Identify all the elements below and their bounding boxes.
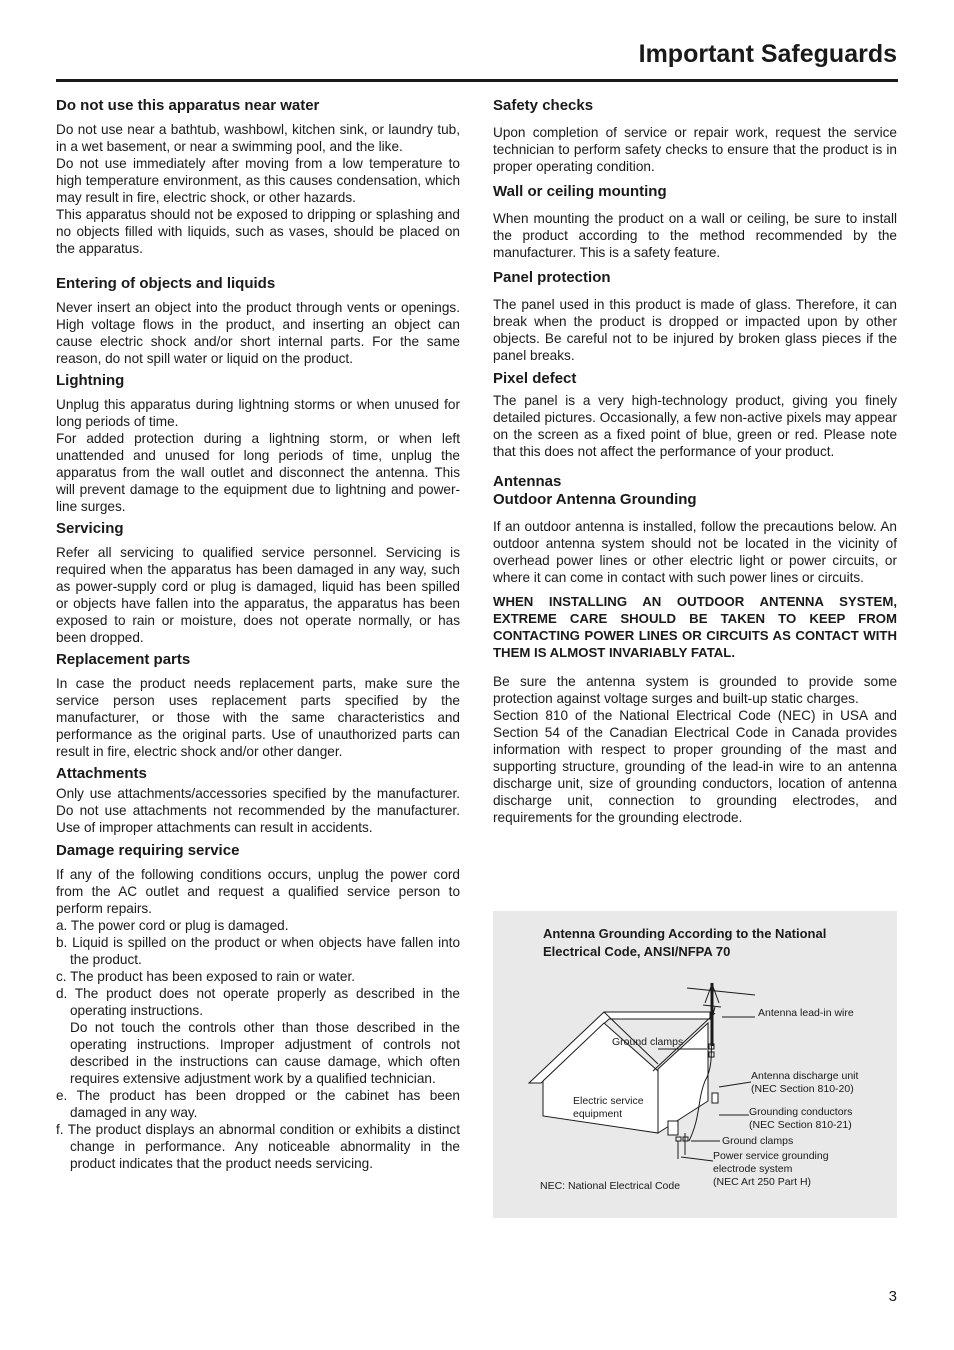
- section-heading: Replacement parts: [56, 651, 191, 668]
- section-heading: Entering of objects and liquids: [56, 275, 276, 292]
- antenna-grounding-figure: [493, 911, 897, 1218]
- section-paragraph: Unplug this apparatus during lightning storms or when unused for long periods of time.: [56, 397, 460, 429]
- section-panel-protection: [493, 269, 897, 364]
- section-paragraph: The panel used in this product is made of glass. Therefore, it can break when the product is dropped or impacted upon by other objects. Be careful not to be injured by broken glass pieces if the panel breaks.: [493, 297, 897, 363]
- section-paragraph: The panel is a very high-technology product, giving you finely detailed pictures. Occasionally, a few non-active pixels may appear on the screen as a fixed point of blue, green or red. Please note that this does not affect the performance of your product.: [493, 393, 897, 459]
- list-item: c. The product has been exposed to rain or water.: [56, 969, 355, 984]
- label-line: (NEC Section 810-21): [749, 1119, 852, 1131]
- ground-clamp: [676, 1137, 681, 1141]
- title-rule: [56, 79, 898, 82]
- label-line: Electric service: [573, 1095, 644, 1107]
- label-grounding-conductors: [749, 1106, 852, 1132]
- right-column: [493, 97, 897, 826]
- section-paragraph: If any of the following conditions occurs, unplug the power cord from the AC outlet and request a qualified service person to perform repairs.: [56, 867, 460, 916]
- label-electric-service: [573, 1095, 644, 1121]
- section-paragraph: For added protection during a lightning storm, or when left unattended and unused for long periods of time, unplug the apparatus from the wall outlet and disconnect the antenna. This will prevent damage to the equipment due to lightning and power-line surges.: [56, 431, 460, 514]
- section-heading: Lightning: [56, 372, 125, 389]
- section-paragraph: Section 810 of the National Electrical Code (NEC) in USA and Section 54 of the Canadian Electrical Code in Canada provides information with respect to proper grounding of the mast and supporting structure, grounding of the lead-in wire to an antenna discharge unit, size of grounding conductors, location of antenna discharge unit, connection to grounding electrodes, and requirements for the grounding electrode.: [493, 708, 897, 825]
- section-paragraph: If an outdoor antenna is installed, follow the precautions below. An outdoor antenna system should not be located in the vicinity of overhead power lines or other electric light or power circuits, or where it can come in contact with such power lines or circuits.: [493, 519, 897, 585]
- section-paragraph: When mounting the product on a wall or ceiling, be sure to install the product according to the method recommended by the manufacturer. This is a safety feature.: [493, 211, 897, 260]
- section-wall-mounting: [493, 183, 897, 261]
- left-column: [56, 97, 460, 1172]
- service-equipment-box: [668, 1121, 678, 1135]
- section-safety-checks: [493, 97, 897, 175]
- label-ground-clamps-bottom: Ground clamps: [722, 1135, 794, 1147]
- section-heading: Wall or ceiling mounting: [493, 183, 667, 200]
- label-line: Antenna discharge unit: [751, 1070, 859, 1082]
- section-subheading: Outdoor Antenna Grounding: [493, 491, 697, 508]
- section-antennas: [493, 473, 897, 826]
- section-heading: Damage requiring service: [56, 842, 240, 859]
- section-paragraph: Only use attachments/accessories specified by the manufacturer. Do not use attachments not recommended by the manufacturer. Use of improper attachments can result in accidents.: [56, 786, 460, 835]
- label-line: Grounding conductors: [749, 1106, 853, 1118]
- section-heading: Safety checks: [493, 97, 594, 114]
- page-title: Important Safeguards: [638, 40, 897, 68]
- section-replacement-parts: [56, 651, 460, 760]
- list-item: [56, 985, 460, 1087]
- section-lightning: [56, 372, 460, 515]
- section-heading: Attachments: [56, 765, 147, 782]
- leader-power-service: [681, 1157, 713, 1161]
- label-line: (NEC Section 810-20): [751, 1083, 854, 1095]
- section-heading: Pixel defect: [493, 370, 577, 387]
- label-antenna-lead-in: Antenna lead-in wire: [758, 1007, 854, 1019]
- section-paragraph: This apparatus should not be exposed to dripping or splashing and no objects filled with liquids, such as vases, should be placed on the apparatus.: [56, 207, 460, 256]
- label-line: Power service grounding: [713, 1150, 829, 1162]
- section-paragraph: Upon completion of service or repair work, request the service technician to perform safety checks to ensure that the product is in proper operating condition.: [493, 125, 897, 174]
- list-item-text: d. The product does not operate properly as described in the operating instructions.: [56, 986, 460, 1018]
- section-paragraph: Never insert an object into the product through vents or openings. High voltage flows in the product, and inserting an object can cause electric shock and/or short internal parts. For the same reason, do not spill water or liquid on the product.: [56, 300, 460, 366]
- section-pixel-defect: [493, 370, 897, 460]
- list-item-extra: Do not touch the controls other than those described in the operating instructions. Improper adjustment of controls not described in the instructions can cause damage, which often requires extensive adjustment work by a qualified technician.: [70, 1020, 460, 1086]
- list-item: a. The power cord or plug is damaged.: [56, 918, 289, 933]
- section-paragraph: Refer all servicing to qualified service personnel. Servicing is required when the apparatus has been damaged in any way, such as power-supply cord or plug is damaged, liquid has been spilled or objects have fallen into the apparatus, the apparatus has been exposed to rain or moisture, does not operate normally, or has been dropped.: [56, 545, 460, 645]
- section-damage-service: [56, 842, 460, 1172]
- antenna-crossbar: [687, 988, 755, 995]
- label-line: (NEC Art 250 Part H): [713, 1176, 812, 1188]
- figure-title: Antenna Grounding According to the National Electrical Code, ANSI/NFPA 70: [543, 926, 827, 959]
- antenna-grounding-diagram: [493, 911, 897, 1218]
- section-heading: Servicing: [56, 520, 124, 537]
- section-objects-liquids: [56, 275, 460, 367]
- section-servicing: [56, 520, 460, 646]
- list-item: b. Liquid is spilled on the product or when objects have fallen into the product.: [56, 935, 460, 967]
- section-paragraph: In case the product needs replacement parts, make sure the service person uses replacement parts specified by the manufacturer, or those with the same characteristics and performance as the original parts. Use of unauthorized parts can result in fire, electric shock and/or other danger.: [56, 676, 460, 759]
- label-line: equipment: [573, 1108, 623, 1120]
- warning-paragraph: WHEN INSTALLING AN OUTDOOR ANTENNA SYSTEM, EXTREME CARE SHOULD BE TAKEN TO KEEP FROM CONTACTING POWER LINES OR CIRCUITS AS CONTACT WITH THEM IS ALMOST INVARIABLY FATAL.: [493, 594, 897, 660]
- label-ground-clamps-top: Ground clamps: [612, 1036, 684, 1048]
- section-near-water: [56, 97, 460, 257]
- section-paragraph: Do not use immediately after moving from a low temperature to high temperature environment, as this causes condensation, which may result in fire, electric shock, or other hazards.: [56, 156, 460, 205]
- damage-list: [56, 917, 460, 1172]
- list-item: e. The product has been dropped or the cabinet has been damaged in any way.: [56, 1088, 460, 1120]
- label-nec-note: NEC: National Electrical Code: [540, 1180, 681, 1192]
- section-heading: Do not use this apparatus near water: [56, 97, 320, 114]
- section-heading: Antennas: [493, 473, 562, 490]
- section-paragraph: Be sure the antenna system is grounded to provide some protection against voltage surges and built-up static charges.: [493, 674, 897, 706]
- page-number: 3: [888, 1288, 897, 1305]
- discharge-unit: [712, 1093, 718, 1103]
- label-discharge-unit: [751, 1070, 858, 1096]
- label-power-service: [713, 1150, 829, 1189]
- leader-discharge-unit: [719, 1082, 751, 1087]
- section-heading: Panel protection: [493, 269, 611, 286]
- section-attachments: [56, 765, 460, 836]
- label-line: electrode system: [713, 1163, 793, 1175]
- list-item: f. The product displays an abnormal condition or exhibits a distinct change in performance. Any noticeable abnormality in the product indicates that the product needs servicing.: [56, 1122, 460, 1171]
- section-paragraph: Do not use near a bathtub, washbowl, kitchen sink, or laundry tub, in a wet basement, or near a swimming pool, and the like.: [56, 122, 460, 154]
